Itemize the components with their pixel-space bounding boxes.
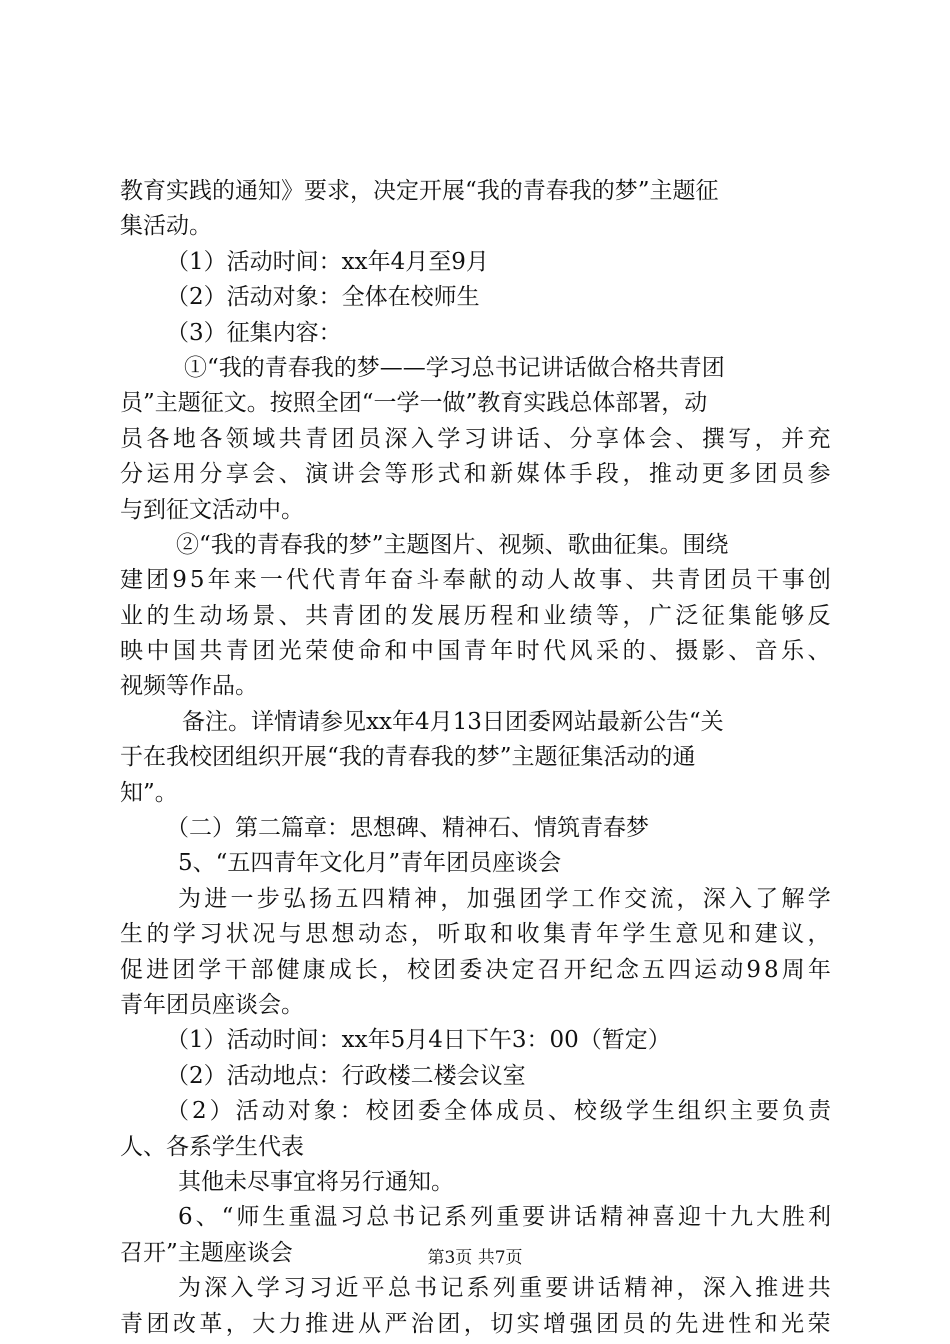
text-line: 5、“五四青年文化月”青年团员座谈会 — [178, 850, 562, 877]
text-line: （3）征集内容： — [166, 319, 342, 346]
text-line: 召开”主题座谈会 — [120, 1239, 293, 1266]
text-line: 生的学习状况与思想动态，听取和收集青年学生意见和建议， — [120, 921, 834, 948]
text-line: 业的生动场景、共青团的发展历程和业绩等，广泛征集能够反 — [120, 602, 834, 629]
text-line: 教育实践的通知》要求，决定开展“我的青春我的梦”主题征 — [120, 178, 719, 204]
text-line: 6、“师生重温习总书记系列重要讲话精神喜迎十九大胜利 — [178, 1204, 834, 1231]
text-line: ①“我的青春我的梦——学习总书记讲话做合格共青团 — [184, 354, 725, 381]
text-line: ②“我的青春我的梦”主题图片、视频、歌曲征集。围绕 — [176, 531, 729, 558]
text-line: 于在我校团组织开展“我的青春我的梦”主题征集活动的通 — [120, 744, 696, 771]
text-line: 促进团学干部健康成长，校团委决定召开纪念五四运动98周年 — [120, 956, 834, 983]
text-line: 为进一步弘扬五四精神，加强团学工作交流，深入了解学 — [178, 885, 834, 912]
text-line: （1）活动时间：xx年4月至9月 — [166, 248, 489, 275]
text-line: （2）活动对象：校团委全体成员、校级学生组织主要负责 — [166, 1098, 834, 1125]
document-body — [120, 174, 834, 1342]
text-line: 视频等作品。 — [120, 673, 258, 700]
page-footer: 第3页 共7页 — [427, 1248, 523, 1268]
text-line: （1）活动时间：xx年5月4日下午3：00（暂定） — [166, 1027, 671, 1054]
text-line: 知”。 — [120, 779, 178, 806]
text-line: （2）活动对象：全体在校师生 — [166, 284, 480, 311]
text-line: 与到征文活动中。 — [120, 496, 304, 523]
text-line: 员各地各领域共青团员深入学习讲话、分享体会、撰写，并充 — [120, 425, 834, 452]
text-line: 备注。详情请参见xx年4月13日团委网站最新公告“关 — [182, 708, 724, 735]
text-line: 员”主题征文。按照全团“一学一做”教育实践总体部署，动 — [120, 390, 708, 417]
text-line: 为深入学习习近平总书记系列重要讲话精神，深入推进共 — [178, 1275, 834, 1302]
text-line: 集活动。 — [120, 213, 212, 240]
text-line: 人、各系学生代表 — [120, 1133, 304, 1160]
text-line: 建团95年来一代代青年奋斗奉献的动人故事、共青团员干事创 — [120, 567, 834, 594]
text-line: （2）活动地点：行政楼二楼会议室 — [166, 1062, 526, 1089]
text-line: 映中国共青团光荣使命和中国青年时代风采的、摄影、音乐、 — [120, 638, 834, 665]
text-line: 分运用分享会、演讲会等形式和新媒体手段，推动更多团员参 — [120, 461, 834, 488]
text-line: 其他未尽事宜将另行通知。 — [178, 1168, 454, 1195]
text-line: 青团改革，大力推进从严治团，切实增强团员的先进性和光荣 — [120, 1310, 834, 1337]
text-line: （二）第二篇章：思想碑、精神石、情筑青春梦 — [166, 815, 649, 842]
text-line: 青年团员座谈会。 — [120, 991, 304, 1018]
